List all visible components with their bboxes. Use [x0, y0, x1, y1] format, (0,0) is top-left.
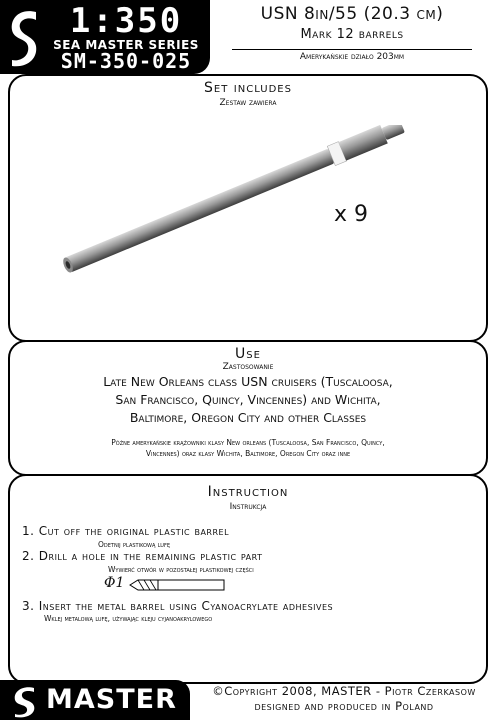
- scale-label: 1:350: [69, 1, 183, 41]
- product-subtitle: Mark 12 barrels: [300, 27, 404, 42]
- quantity-label: x 9: [334, 202, 369, 227]
- set-includes-subtitle: Zestaw zawiera: [219, 98, 277, 108]
- product-title-polish: Amerykańskie działo 203mm: [299, 52, 405, 62]
- set-includes-title: Set includes: [204, 80, 292, 96]
- instruction-step-2-polish: Wywierć otwór w pozostałej plastikowej części: [108, 565, 254, 574]
- master-logo-icon: [6, 6, 42, 68]
- series-label: SEA MASTER SERIES: [53, 38, 199, 52]
- instruction-subtitle: Instrukcja: [229, 502, 267, 512]
- footer-copyright-block: [196, 684, 492, 714]
- use-line: San Francisco, Quincy, Vincennes) and Wichita,: [115, 392, 381, 407]
- master-logo-icon: [8, 684, 44, 718]
- instruction-title: Instruction: [207, 484, 289, 500]
- instruction-step-1-polish: Odetnij plastikową lufę: [98, 540, 170, 549]
- use-description: [10, 373, 486, 427]
- footer-brand: MASTER: [46, 684, 177, 715]
- use-title: Use: [235, 346, 261, 362]
- use-subtitle: Zastosowanie: [222, 362, 274, 372]
- use-polish-line: Późne amerykańskie krążowniki klasy New orleans (Tuscaloosa, San Francisco, Quincy,: [111, 438, 385, 447]
- instruction-step-1: 1. Cut off the original plastic barrel: [22, 524, 230, 538]
- instruction-step-3: 3. Insert the metal barrel using Cyanoacrylate adhesives: [22, 599, 334, 613]
- title-divider: [232, 49, 472, 50]
- product-code: SM-350-025: [60, 49, 192, 73]
- copyright-line: ©Copyright 2008, MASTER - Piotr Czerkasow: [212, 684, 476, 698]
- produced-line: designed and produced in Poland: [254, 699, 434, 713]
- product-title: USN 8in/55 (20.3 cm): [260, 4, 444, 24]
- instruction-step-2: 2. Drill a hole in the remaining plastic part: [22, 549, 263, 563]
- instruction-step-3-polish: Wklej metalową lufę, używając kleju cyjanoakrylowego: [44, 614, 213, 623]
- drill-size-label: Φ1: [104, 575, 125, 591]
- drill-bit-icon: [128, 578, 228, 592]
- use-polish-line: Vincennes) oraz klasy Wichita, Baltimore, Oregon City oraz inne: [145, 449, 351, 458]
- instruction-panel: [8, 474, 488, 684]
- use-description-polish: [20, 437, 476, 459]
- use-line: Late New Orleans class USN cruisers (Tuscaloosa,: [103, 374, 393, 389]
- use-line: Baltimore, Oregon City and other Classes: [129, 410, 367, 425]
